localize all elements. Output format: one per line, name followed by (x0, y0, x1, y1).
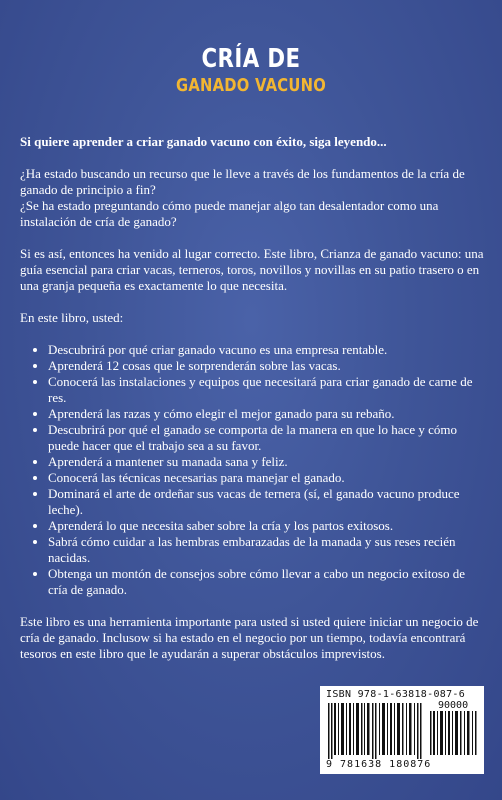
list-item: • Descubrirá por qué el ganado se comporta de la manera en que lo hace y cómo puede hacer que el trabajo sea a su favor. (48, 422, 484, 454)
barcode-digits: 9 781638 180876 (326, 759, 432, 770)
isbn-text: ISBN 978-1-63818-087-6 (326, 689, 466, 700)
list-item: • Aprenderá a mantener su manada sana y feliz. (48, 454, 484, 470)
question-1: ¿Ha estado buscando un recurso que le lleve a través de los fundamentos de la cría de ganado de principio a fin? (20, 166, 465, 197)
closing-paragraph: Este libro es una herramienta importante para usted si usted quiere iniciar un negocio de cría de ganado. Inclusow si ha estado en el negocio por un tiempo, todavía encontrará tesoros en este libro que le ayudarán a superar obstáculos imprevistos. (20, 614, 479, 661)
list-item: • Aprenderá las razas y cómo elegir el mejor ganado para su rebaño. (48, 406, 484, 422)
list-item: • Sabrá cómo cuidar a las hembras embarazadas de la manada y sus reses recién nacidas. (48, 534, 484, 566)
list-item: • Dominará el arte de ordeñar sus vacas de ternera (sí, el ganado vacuno produce leche). (48, 486, 484, 518)
addon-barcode-bars (430, 711, 478, 755)
question-2: ¿Se ha estado preguntando cómo puede manejar algo tan desalentador como una instalación de cría de ganado? (20, 198, 439, 229)
list-item: • Aprenderá 12 cosas que le sorprenderán sobre las vacas. (48, 358, 484, 374)
list-item: • Aprenderá lo que necesita saber sobre la cría y los partos exitosos. (48, 518, 484, 534)
lead-sentence: Si quiere aprender a criar ganado vacuno con éxito, siga leyendo... (20, 134, 387, 149)
question-block (20, 166, 484, 230)
title-line-2: GANADO VACUNO (175, 75, 327, 96)
list-item: • Descubrirá por qué criar ganado vacuno es una empresa rentable. (48, 342, 484, 358)
benefits-list (20, 342, 484, 598)
blurb (20, 134, 484, 678)
list-item: • Conocerá las instalaciones y equipos que necesitará para criar ganado de carne de res. (48, 374, 484, 406)
ean-barcode-bars (328, 703, 426, 759)
intro-paragraph: Si es así, entonces ha venido al lugar correcto. Este libro, Crianza de ganado vacuno: una guía esencial para criar vacas, terneros, toros, novillos y novillas en su patio trasero o en una granja pequeña es exactamente lo que necesita. (20, 246, 484, 293)
price-code: 90000 (438, 700, 469, 711)
list-item: • Conocerá las técnicas necesarias para manejar el ganado. (48, 470, 484, 486)
isbn-barcode (320, 686, 484, 774)
list-item: • Obtenga un montón de consejos sobre cómo llevar a cabo un negocio exitoso de cría de ganado. (48, 566, 484, 598)
title-line-1: CRÍA DE (201, 44, 301, 74)
list-intro: En este libro, usted: (20, 310, 124, 325)
